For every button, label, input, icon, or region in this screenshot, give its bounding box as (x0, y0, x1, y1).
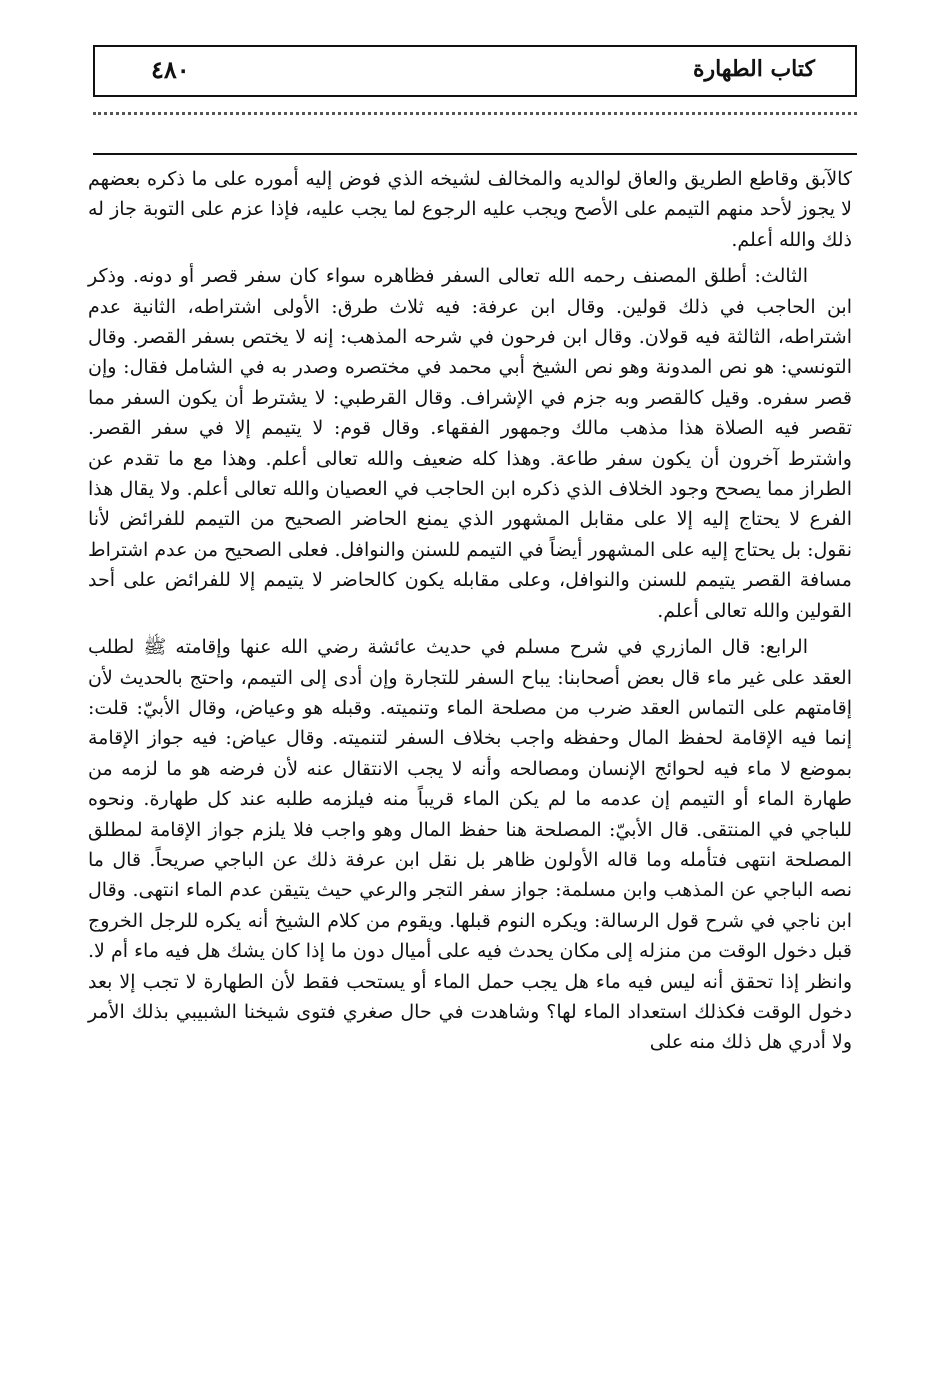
paragraph-third: الثالث: أطلق المصنف رحمه الله تعالى السفر فظاهره سواء كان سفر قصر أو دونه. وذكر ابن الحاجب في ذلك قولين. وقال ابن عرفة: فيه ثلاث طرق: الأولى اشتراطه، الثانية عدم اشتراطه، الثالثة فيه قولان. وقال ابن فرحون في شرحه المذهب: إنه لا يختص بسفر القصر. وقال التونسي: هو نص المدونة وهو نص الشيخ أبي محمد في مختصره وصدر به في الشامل فقال: وإن قصر سفره. وقيل كالقصر وبه جزم في الإشراف. وقال القرطبي: لا يشترط أن يكون السفر مما تقصر فيه الصلاة هذا مذهب مالك وجمهور الفقهاء. وقال قوم: لا يتيمم إلا في سفر القصر. واشترط آخرون أن يكون سفر طاعة. وهذا كله ضعيف والله تعالى أعلم. وهذا مع ما تقدم عن الطراز مما يصحح وجود الخلاف الذي ذكره ابن الحاجب في العصيان والله تعالى أعلم. ولا يقال هذا الفرع لا يحتاج إليه إلا على مقابل المشهور الذي يمنع الحاضر الصحيح من التيمم للفرائض لأنا نقول: بل يحتاج إليه على المشهور أيضاً في التيمم للسنن والنوافل. فعلى الصحيح من عدم اشتراط مسافة القصر يتيمم للسنن والنوافل، وعلى مقابله يكون كالحاضر لا يتيمم إلا للفرائض على أحد القولين والله تعالى أعلم. (88, 265, 852, 622)
dotted-separator (93, 112, 857, 115)
page-number: ٤٨٠ (151, 55, 190, 84)
page-body (88, 164, 852, 1064)
running-header (93, 45, 857, 97)
horizontal-rule (93, 153, 857, 155)
book-title: كتاب الطهارة (692, 56, 815, 82)
paragraph-continuation: كالآبق وقاطع الطريق والعاق لوالديه والمخالف لشيخه الذي فوض إليه أموره على ما ذكره بعضهم لا يجوز لأحد منهم التيمم على الأصح ويجب عليه الرجوع لما يجب عليه، فإذا عزم على التوبة جاز له ذلك والله أعلم. (88, 168, 852, 251)
paragraph-fourth: الرابع: قال المازري في شرح مسلم في حديث عائشة رضي الله عنها وإقامته ﷺ لطلب العقد على غير ماء قال بعض أصحابنا: يباح السفر للتجارة وإن أدى إلى التيمم، واحتج بالحديث لأن إقامتهم على التماس العقد ضرب من مصلحة الماء وتنميته. وقبله هو وعياض، وقال الأبيّ: قلت: إنما فيه الإقامة لحفظ المال وحفظه واجب بخلاف السفر لتنميته. وقال عياض: فيه جواز الإقامة بموضع لا ماء فيه لحوائج الإنسان ومصالحه وأنه لا يجب الانتقال عنه لأن فرضه هو ما لزمه من طهارة الماء أو التيمم إن عدمه ما لم يكن الماء قريباً منه فيلزمه طلبه عند كل طهارة. ونحوه للباجي في المنتقى. قال الأبيّ: المصلحة هنا حفظ المال وهو واجب فلا يلزم جواز الإقامة لمطلق المصلحة انتهى فتأمله وما قاله الأولون ظاهر بل نقل ابن عرفة ذلك عن الباجي صريحاً. قال ما نصه الباجي عن المذهب وابن مسلمة: جواز سفر التجر والرعي حيث يتيقن عدم الماء انتهى. وقال ابن ناجي في شرح قول الرسالة: ويكره النوم قبلها. ويقوم من كلام الشيخ أنه يكره للرجل الخروج قبل دخول الوقت من منزله إلى مكان يحدث فيه على أميال دون ما إذا كان يشك هل فيه ماء أم لا. وانظر إذا تحقق أنه ليس فيه ماء هل يجب حمل الماء أو يستحب فقط لأن الطهارة لا تجب إلا بعد دخول الوقت فكذلك استعداد الماء لها؟ وشاهدت في حال صغري فتوى شيخنا الشبيبي بذلك الأمر ولا أدري هل ذلك منه على (88, 636, 852, 1054)
